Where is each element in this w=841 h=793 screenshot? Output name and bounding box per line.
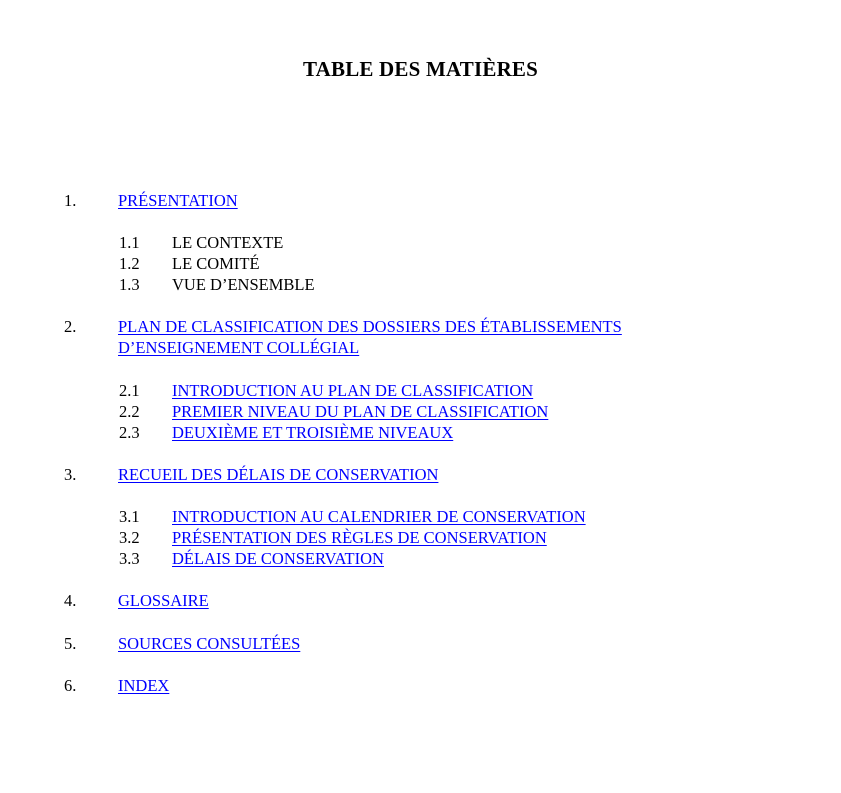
toc-section-number: 3. xyxy=(64,465,77,484)
toc-section-number: 4. xyxy=(64,591,77,610)
toc-link-premier-niveau[interactable]: PREMIER NIVEAU DU PLAN DE CLASSIFICATION xyxy=(172,402,549,421)
toc-subsection-label: LE COMITÉ xyxy=(172,254,260,273)
toc-link-line: PLAN DE CLASSIFICATION DES DOSSIERS DES ÉTABLISSEMENTS xyxy=(118,317,622,336)
toc-link-introduction-plan[interactable]: INTRODUCTION AU PLAN DE CLASSIFICATION xyxy=(172,381,534,400)
toc-link-introduction-calendrier[interactable]: INTRODUCTION AU CALENDRIER DE CONSERVATION xyxy=(172,507,586,526)
toc-link-presentation-regles[interactable]: PRÉSENTATION DES RÈGLES DE CONSERVATION xyxy=(172,528,547,547)
toc-section-number: 2. xyxy=(64,317,77,336)
toc-subsection-number: 3.1 xyxy=(119,507,140,526)
toc-section-number: 1. xyxy=(64,191,77,210)
toc-subsection-label: LE CONTEXTE xyxy=(172,233,284,252)
toc-link-line: D’ENSEIGNEMENT COLLÉGIAL xyxy=(118,338,360,357)
toc-link-index[interactable]: INDEX xyxy=(118,676,170,695)
toc-subsection-number: 1.2 xyxy=(119,254,140,273)
toc-subsection-number: 2.1 xyxy=(119,381,140,400)
toc-link-presentation[interactable]: PRÉSENTATION xyxy=(118,191,238,210)
page-title: TABLE DES MATIÈRES xyxy=(302,57,539,81)
toc-subsection-number: 2.3 xyxy=(119,423,140,442)
toc-subsection-number: 3.2 xyxy=(119,528,140,547)
toc-link-recueil-delais[interactable]: RECUEIL DES DÉLAIS DE CONSERVATION xyxy=(118,465,439,484)
toc-link-deuxieme-troisieme-niveaux[interactable]: DEUXIÈME ET TROISIÈME NIVEAUX xyxy=(172,423,454,442)
toc-subsection-label: VUE D’ENSEMBLE xyxy=(172,275,315,294)
toc-link-sources-consultees[interactable]: SOURCES CONSULTÉES xyxy=(118,634,301,653)
toc-link-delais-conservation[interactable]: DÉLAIS DE CONSERVATION xyxy=(172,549,384,568)
toc-link-plan-de-classification[interactable] xyxy=(118,316,622,358)
toc-subsection-number: 1.1 xyxy=(119,233,140,252)
toc-subsection-number: 1.3 xyxy=(119,275,140,294)
toc-section-number: 6. xyxy=(64,676,77,695)
toc-subsection-number: 2.2 xyxy=(119,402,140,421)
toc-link-glossaire[interactable]: GLOSSAIRE xyxy=(118,591,209,610)
toc-subsection-number: 3.3 xyxy=(119,549,140,568)
toc-section-number: 5. xyxy=(64,634,77,653)
